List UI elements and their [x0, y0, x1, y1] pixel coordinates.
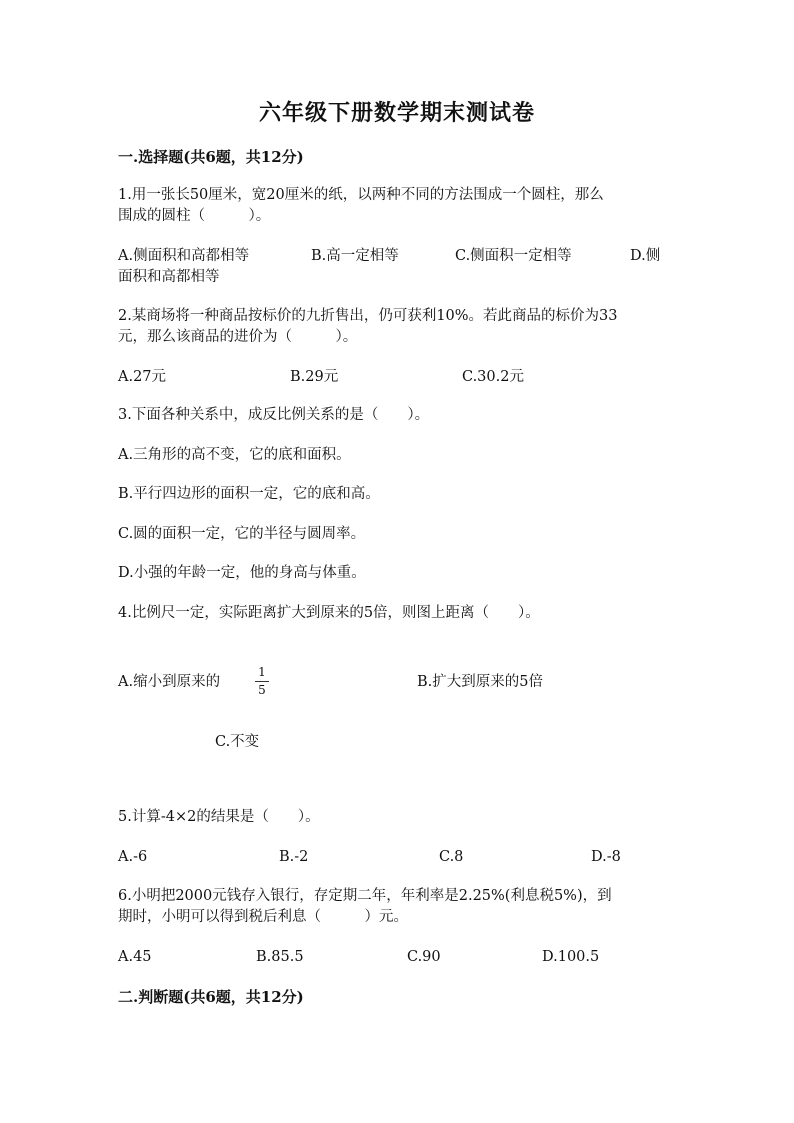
fraction-one-fifth — [255, 666, 269, 697]
question-1-option-d-continued: 面积和高都相等 — [118, 269, 220, 285]
question-3-option-d: D.小强的年龄一定，他的身高与体重。 — [118, 565, 366, 581]
question-1-option-d: D.侧 — [630, 248, 661, 264]
question-1-option-a: A.侧面积和高都相等 — [118, 248, 250, 264]
question-2-option-a: A.27元 — [118, 369, 167, 385]
question-6-text-line2: 期时，小明可以得到税后利息（ ）元。 — [118, 909, 408, 925]
question-5-option-b: B.-2 — [279, 849, 309, 865]
fraction-numerator: 1 — [258, 665, 266, 679]
question-3-option-c: C.圆的面积一定，它的半径与圆周率。 — [118, 526, 366, 542]
fraction-bar — [255, 681, 269, 682]
question-5-option-a: A.-6 — [118, 849, 148, 865]
question-4-options-row1 — [118, 671, 678, 693]
question-2-options — [118, 366, 678, 388]
question-4-options-row2 — [118, 731, 678, 753]
question-6-text-line1: 6.小明把2000元钱存入银行，存定期二年，年利率是2.25%(利息税5%)，到 — [118, 888, 612, 904]
question-6-option-c: C.90 — [407, 949, 441, 965]
page-title: 六年级下册数学期末测试卷 — [258, 100, 535, 126]
question-1-text-line2: 围成的圆柱（ ）。 — [118, 208, 271, 224]
question-5-option-c: C.8 — [439, 849, 464, 865]
question-6-option-d: D.100.5 — [542, 949, 600, 965]
question-1-option-c: C.侧面积一定相等 — [455, 248, 572, 264]
question-3-text: 3.下面各种关系中，成反比例关系的是（ ）。 — [118, 407, 430, 423]
question-2-text-line1: 2.某商场将一种商品按标价的九折售出，仍可获利10%。若此商品的标价为33 — [118, 308, 618, 324]
question-4-option-a: A.缩小到原来的 — [118, 674, 221, 690]
question-4-option-c: C.不变 — [215, 734, 260, 750]
question-1-text-line1: 1.用一张长50厘米，宽20厘米的纸，以两种不同的方法围成一个圆柱，那么 — [118, 187, 604, 203]
question-2-option-b: B.29元 — [290, 369, 339, 385]
question-2-text-line2: 元，那么该商品的进价为（ ）。 — [118, 329, 358, 345]
question-1-option-b: B.高一定相等 — [311, 248, 399, 264]
question-5-option-d: D.-8 — [591, 849, 621, 865]
section-heading-choice: 一.选择题(共6题，共12分) — [118, 148, 304, 166]
question-6-option-b: B.85.5 — [256, 949, 304, 965]
question-3-option-a: A.三角形的高不变，它的底和面积。 — [118, 447, 351, 463]
question-6-options — [118, 946, 678, 968]
question-5-text: 5.计算-4×2的结果是（ ）。 — [118, 809, 320, 825]
question-4-text: 4.比例尺一定，实际距离扩大到原来的5倍，则图上距离（ ）。 — [118, 605, 540, 621]
question-5-options — [118, 846, 678, 868]
question-2-option-c: C.30.2元 — [462, 369, 524, 385]
question-1-options — [118, 245, 678, 267]
question-3-option-b: B.平行四边形的面积一定，它的底和高。 — [118, 486, 380, 502]
fraction-denominator: 5 — [258, 683, 266, 697]
section-heading-judgment: 二.判断题(共6题，共12分) — [118, 988, 304, 1006]
question-4-option-b: B.扩大到原来的5倍 — [417, 674, 543, 690]
question-6-option-a: A.45 — [118, 949, 152, 965]
